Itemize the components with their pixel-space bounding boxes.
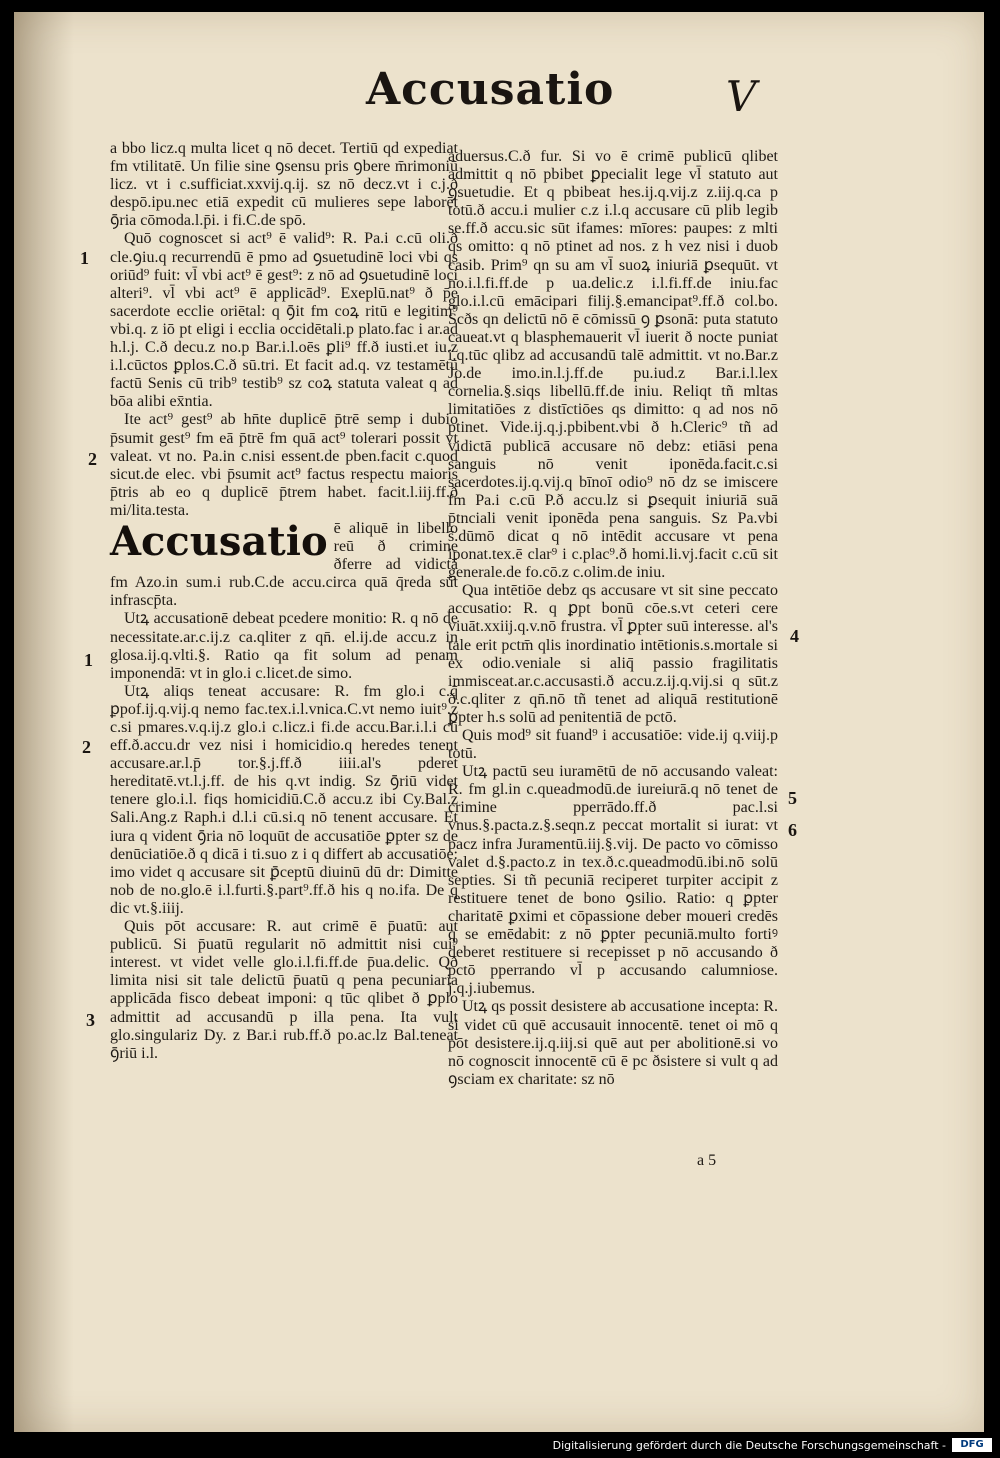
rubric-text: ē aliquē in libello reū ð crimine ðferre ad vidictā fm Azo.in sum.i rub.C.de accu.circa quā q̄reda sūt infrascp̄ta. bbox=[110, 519, 458, 610]
paragraph: Ite act⁹ gest⁹ ab hn̄te duplicē p̄trē semp i dubio p̄sumit gest⁹ fm eā p̄trē fm quā act⁹ tolerari possit vt valeat. vt no. Pa.in c.nisi essent.de pben.facit c.quod sicut.de elec. vbi p̄sumit act⁹ factus respectu maioris p̄tris ab eo q duplicē p̄trem habet. facit.l.iij.ff.ð mi/lita.testa. bbox=[110, 411, 458, 519]
left-column bbox=[110, 140, 458, 1063]
margin-number: 2 bbox=[88, 449, 97, 469]
margin-number: 3 bbox=[86, 1010, 95, 1030]
rubric-paragraph bbox=[110, 517, 458, 610]
margin-number: 5 bbox=[788, 788, 797, 808]
book-page bbox=[14, 12, 984, 1432]
paragraph: Quis mod⁹ sit fuand⁹ i accusatiōe: vide.ij q.viij.p totū. bbox=[448, 727, 778, 763]
right-column bbox=[448, 148, 778, 1089]
paragraph: Qua intētiōe debz qs accusare vt sit sine peccato accusatio: R. q ꝑpt bonū cōe.s.vt ceteri cere viuāt.xxiij.q.v.nō frustra. vl̄ ꝑpter suū interesse. al's tale erit pctm̄ qlis inordinatio intētionis.s.mortale si ex odio.veniale si aliq̄ passio fragilitatis immisceat.ar.c.accusasti.ð accu.z.ij.q.vij.si q sūt.z ð.c.qliter z qn̄.nō tñ tenet ad aliquā restitutionē ꝑpter h.s solū ad penitentiā de pctō. bbox=[448, 582, 778, 726]
paragraph: Utꝝ aliqs teneat accusare: R. fm glo.i c.q̄ ꝑpof.ij.q.vij.q nemo fac.tex.i.l.vnica.C.vt nemo iuit⁹.z c.si pmares.v.q.ij.z glo.i c.licz.i fi.de accu.Bar.i.l.i cū eff.ð.accu.dr vez nisi i homicidio.q heredes tenent accusare.ar.l.p̄ tor.§.j.ff.ð iiii.al's pderet hereditatē.vt.l.j.ff. de his q.vt indig. Sz ꝯ̄riū videt tenere glo.i.l. fiqs homicidiū.C.ð accu.z ibi Cy.Bal.z Sali.Ang.z Raph.i d.l.i cū.si.q nō tenent accusare. Et iura q vident ꝯ̄ria nō loquūt de accusatiōe ꝑpter sz de denūciatiōe.ð q dicā i ti.suo z i q differt ab accusatiōe: imo videt q accusare sit ꝑ̄ceptū diuinū dū dr: Dimitte nob de no.glo.ē i.l.furti.§.part⁹.ff.ð his q no.ifa. De q dic vt.§.iiij. bbox=[110, 682, 458, 917]
paragraph: Quō cognoscet si act⁹ ē valid⁹: R. Pa.i c.cū oli.ð cle.ꝯiu.q recurrendū ē pmo ad ꝯsuetudinē loci vbi qs oriūd⁹ fuit: vl̄ vbi act⁹ ē gest⁹: z nō ad ꝯsuetudinē loci alteri⁹. vl̄ vbi act⁹ ē applicād⁹. Exeplū.nat⁹ ð p̄e sacerdote ecclie oriētal: q ꝯ̄it fm coꝝ ritū e legitim⁹ vbi.q. z iō pt eligi i ecclia occidētali.p plato.fac i ar.ad h.l.j. C.ð decu.z no.p Bar.i.l.oēs ꝑli⁹ ff.ð iusti.et iu.z i.l.cūctos ꝑplos.C.ð sū.tri. Et facit ad.q. vz testamētū factū Senis cū trib⁹ testib⁹ sz coꝝ statuta valeat q ad bōa alibi ex̄ntia. bbox=[110, 230, 458, 411]
funding-credit: Digitalisierung gefördert durch die Deutsche Forschungsgemeinschaft - bbox=[552, 1439, 946, 1452]
margin-number: 6 bbox=[788, 820, 797, 840]
paragraph: Utꝝ qs possit desistere ab accusatione incepta: R. si videt cū quē accusauit innocentē. tenet oi mō q pōt desistere.ij.q.iij.si quē aut per abolitionē.si vo nō cognoscit innocentē cū ē pc ðsistere si vult q ad ꝯsciam ex charitate: sz nō bbox=[448, 998, 778, 1088]
folio-number: V bbox=[726, 72, 757, 121]
margin-number: 1 bbox=[84, 650, 93, 670]
dfg-logo-icon: DFG bbox=[952, 1438, 992, 1452]
margin-number: 2 bbox=[82, 737, 91, 757]
margin-number: 1 bbox=[80, 248, 89, 268]
paragraph: Quis pōt accusare: R. aut crimē ē p̄uatū: aut publicū. Si p̄uatū regularit nō admittit nisi cui⁹ interest. vt videt velle glo.i.l.fi.ff.de p̄ua.delic. Qð limita nisi sit tale delictū p̄uatū q pena pecuniaria applicāda fisco debeat imponi: q tūc qlibet ð ꝑplo admittit ad accusandū p illa pena. Ita vult glo.singulariz Dy. z Bar.i rub.ff.ð po.ac.lz Bal.teneat ꝯ̄riū i.l. bbox=[110, 918, 458, 1062]
paragraph: Utꝝ accusationē debeat pcedere monitio: R. q nō de necessitate.ar.c.ij.z ca.qliter z qn̄. el.ij.de accu.z in glosa.ij.q.vlti.§. Ratio qa fit solum ad penam imponendā: vt in glo.i c.licet.de simo. bbox=[110, 610, 458, 682]
signature-mark: a 5 bbox=[697, 1152, 717, 1169]
paragraph: aduersus.C.ð fur. Si vo ē crimē publicū qlibet admittit q nō pbibet ꝑpecialit lege vl̄ statuto aut ꝯsuetudie. Et q pbibeat hes.ij.q.vij.z z.iij.q.ca p totū.ð accu.i mulier c.z i.l.q accusare cū plib legib se.ff.ð accu.sic sūt ifames: mīores: paupes: z mlti qs omitto: q nō ptinet ad nos. z h vez nisi i duob casib. Prim⁹ qn su am vl̄ suoꝝ iniuriā ꝑsequūt. vt no.i.l.fi.ff.de p ua.delic.z i.l.fi.ff.de iniu.fac glo.i.l.cū emācipari filij.§.emancipat⁹.ff.ð col.bo. Scðs qn delictū nō ē cōmissū ꝯ ꝑsonā: puta statuto caueat.vt q blasphemauerit vl̄ iuerit ð nocte puniat i.q.tūc qlibz ad accusandū talē admittit. vt no.Bar.z Jo.de imo.in.l.j.ff.de pu.iud.z Bar.i.l.lex cornelia.§.siqs libellū.ff.de iniu. Reliqt tñ mltas limitatiōes z distīctiōes qs dimitto: q ad nos nō ptinet. Vide.ij.q.j.pbibent.vbi ð h.Cleric⁹ tñ ad vidictā publicā accusare nō debz: etiāsi pena sanguis nō venit iponēda.facit.c.si sacerdotes.ij.q.vij.q bīnoī odio⁹ nō dz se imiscere fm Pa.i c.cū P.ð accu.lz si ꝑsequit iniuriā suā p̄tnciali venit iponēda pena sanguis. Sz Pa.vbi s̄.dūmō dicat q nō intēdit accusare vt pena iponat.tex.ē clar⁹ i c.plac⁹.ð homi.li.vj.facit c.cū sit generale.de fo.cō.z c.olim.de iniu. bbox=[448, 148, 778, 582]
paragraph: Utꝝ pactū seu iuramētū de nō accusando valeat: R. fm gl.in c.queadmodū.de iureiurā.q nō tenet de crimine pperrādo.ff.ð pac.l.si vnus.§.pacta.z.§.seqn.z peccat mortalit si iurat: vt pacz infra Juramentū.iij.§.vij. De pacto vo cōmisso valet d.§.pacto.z in tex.ð.c.queadmodū.ibi.nō solū septies. Si tñ pecuniā reciperet turpiter accipit z restituere tenet de bono ꝯsilio. Ratio: q ꝑpter charitatē ꝑximi et cōpassione deber moueri credēs q se emēdabit: z nō ꝑpter pecuniā.multo fortiꝰ deberet restituere si recepisset p nō accusando ð pctō pperrando vl̄ p accusando calumniose. j.q.j.iubemus. bbox=[448, 763, 778, 998]
page-gutter-shadow bbox=[14, 12, 74, 1432]
rubric-initial: Accusatio bbox=[110, 517, 328, 565]
running-title: Accusatio bbox=[366, 64, 615, 115]
footer-bar bbox=[0, 1432, 1000, 1458]
margin-number: 4 bbox=[790, 626, 799, 646]
paragraph: a bbo licz.q multa licet q nō decet. Tertiū qd expediat fm vtilitatē. Un filie sine ꝯsensu pris ꝯbere m̄rimoniū licz. vt i c.sufficiat.xxvij.q.ij. sz nō decz.vt i c.j.ð despō.ipu.nec etiā expedit cū mulieres sepe laborēt ꝯ̄ria cōmoda.l.p̄i. i fi.C.de spō. bbox=[110, 140, 458, 230]
